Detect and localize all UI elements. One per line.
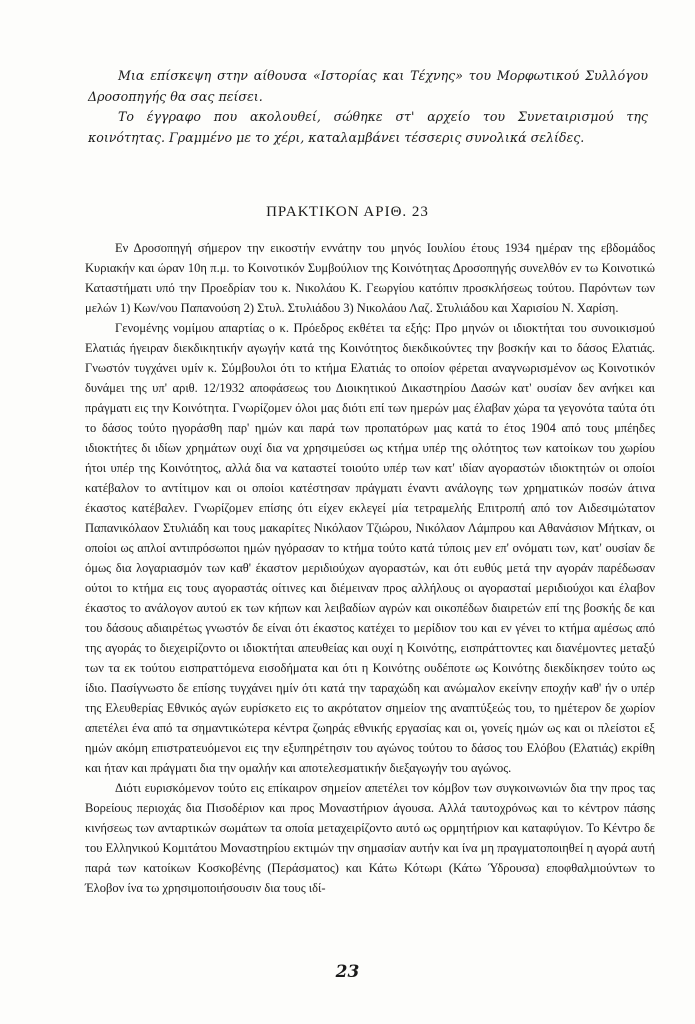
page-number: 23 bbox=[335, 962, 360, 982]
document-title: ΠΡΑΚΤΙΚΟΝ ΑΡΙΘ. 23 bbox=[266, 204, 429, 220]
body-paragraph-2: Γενομένης νομίμου απαρτίας ο κ. Πρόεδρος εκθέτει τα εξής: Προ μηνών οι ιδιοκτήται του συνοικισμού Ελατιάς ήγειραν διεκδικητικήν αγωγήν κατά της Κοινότητος διεκδικούντες την βοσκήν και το δάσος Ελατιάς. Γνωστόν τυγχάνει υμίν κ. Σύμβουλοι ότι το κτήμα Ελατιάς το οποίον φέρεται αναγνωρισμένον ως Κοινοτικόν δυνάμει της υπ' αριθ. 12/1932 αποφάσεως του Διοικητικού Δικαστηρίου Δασών κατ' ουσίαν δεν ανήκει και πράγματι εις την Κοινότητα. Γνωρίζομεν όλοι μας διότι επί των ημερών μας έλαβαν χώρα τα γεγονότα ταύτα ότι το δάσος τούτο ηγοράσθη παρ' ημών και παρά των προπατόρων μας κατά το έτος 1904 από τους μπέηδες ιδιοκτήτες δι ιδίων χρημάτων ουχί δια να χρησιμεύσει ως κτήμα υπέρ της ολότητος των κατοίκων του χωρίου ήτοι υπέρ της Κοινότητος, αλλά δια να καταστεί τοιούτο υπέρ των κατ' ιδίαν αγοραστών ιδιοκτητών οι οποίοι κατέβαλον το αντίτιμον και οι οποίοι κατέστησαν πράγματι έναντι ανάλογης των χρηματικών ποσών άτινα έκαστος κατέβαλεν. Γνωρίζομεν επίσης ότι είχεν εκλεγεί μία τετραμελής Επιτροπή από τον Αιδεσιμώτατον Παπανικόλαον Στυλιάδη και τους μακαρίτες Νικόλαον Τζιώρου, Νικόλαον Λάμπρου και Αθανάσιον Μήτκαν, οι οποίοι ως απλοί αντιπρόσωποι ημών ηγόρασαν το κτήμα τούτο κατά τύποις μεν επ' ονόματι των, κατ' ουσίαν δε όμως δια λογαριασμόν των καθ' έκαστον μεριδιούχων αγοραστών, και ότι ευθύς μετά την αγοράν παρέδωσαν ούτοι το κτήμα εις τους αγοραστάς οίτινες και διέμειναν προς αλλήλους οι αγορασταί μεριδιούχοι και έλαβον έκαστος το ανάλογον αυτού εκ των κήπων και λειβαδίων αγρών και οικοπέδων διαιρετών επί της βοσκής δε και του δάσους αδιαιρέτως γνωστόν δε είναι ότι έκαστος κατέχει το μερίδιον του και εν γένει το κτήμα αμέσως από της αγοράς το διεχειρίζοντο οι ιδιοκτήται απευθείας και ουχί η Κοινότης, εισπράττοντες και διανέμοντες μεταξύ των τα εκ τούτου εισπραττόμενα εισοδήματα και ότι η Κοινότης ουδέποτε ως Κοινότης διεκδίκησεν τούτο ως ίδιο. Πασίγνωστο δε επίσης τυγχάνει ημίν ότι κατά την ταραχώδη και ανώμαλον εκείνην εποχήν καθ' ήν ο υπέρ της Ελευθερίας Εθνικός αγών ευρίσκετο εις το ακρότατον σημείον της αναπτύξεώς του, το ημέτερον δε χωρίον απετέλει ένα από τα σημαντικώτερα κέντρα ζωηράς εθνικής εργασίας και οι, γονείς ημών ως και οι πλείστοι εξ ημών ακόμη επιστρατευόμενοι εις την εξυπηρέτησιν του αγώνος τούτου το δάσος του Ελόβου (Ελατιάς) εκρίθη και ήταν και πράγματι δια την ομαλήν και αποτελεσματικήν διεξαγωγήν του αγώνος. bbox=[85, 321, 655, 775]
intro-text bbox=[88, 66, 648, 148]
intro-paragraph-1: Μια επίσκεψη στην αίθουσα «Ιστορίας και Τέχνης» του Μορφωτικού Συλλόγου Δροσοπηγής θα σας πείσει. bbox=[88, 68, 648, 104]
intro-paragraph-2: Το έγγραφο που ακολουθεί, σώθηκε στ' αρχείο του Συνεταιρισμού της κοινότητας. Γραμμένο με το χέρι, καταλαμβάνει τέσσερις συνολικά σελίδες. bbox=[88, 109, 648, 145]
body-paragraph-1: Εν Δροσοπηγή σήμερον την εικοστήν εννάτην του μηνός Ιουλίου έτους 1934 ημέραν της εβδομάδος Κυριακήν και ώραν 10η π.μ. το Κοινοτικόν Συμβούλιον της Κοινότητας Δροσοπηγής συνελθόν εν τω Κοινοτικώ Καταστήματι υπό την Προεδρίαν του κ. Νικολάου Κ. Γεωργίου κατόπιν προσκλήσεως τούτου. Παρόντων των μελών 1) Κων/νου Παπανούση 2) Στυλ. Στυλιάδου 3) Νικολάου Λαζ. Στυλιάδου και Χαρισίου Ν. Χαρίση. bbox=[85, 241, 655, 315]
body-paragraph-3: Διότι ευρισκόμενον τούτο εις επίκαιρον σημείον απετέλει τον κόμβον των συγκοινωνιών δια την προς τας Βορείους περιοχάς δια Πισοδέριον και προς Μοναστήριον άγουσα. Αλλά ταυτοχρόνως και το κέντρον πάσης κινήσεως των ανταρτικών σωμάτων τα οποία μεταχειρίζοντο αυτό ως ορμητήριον και καταφύγιον. Το Κέντρο δε του Ελληνικού Κομιτάτου Μοναστηρίου εκτιμών την σημασίαν αυτήν και ίνα μη πραγματοποιηθεί η αγορά αυτή παρά των κατοίκων Κοσκοβένης (Περάσματος) και Κάτω Κότωρι (Κάτω Ύδρουσα) εποφθαλμιούντων το Έλοβον ίνα τω χρησιμοποιήσουσιν δια τους ιδί- bbox=[85, 781, 655, 895]
document-body bbox=[85, 238, 655, 898]
